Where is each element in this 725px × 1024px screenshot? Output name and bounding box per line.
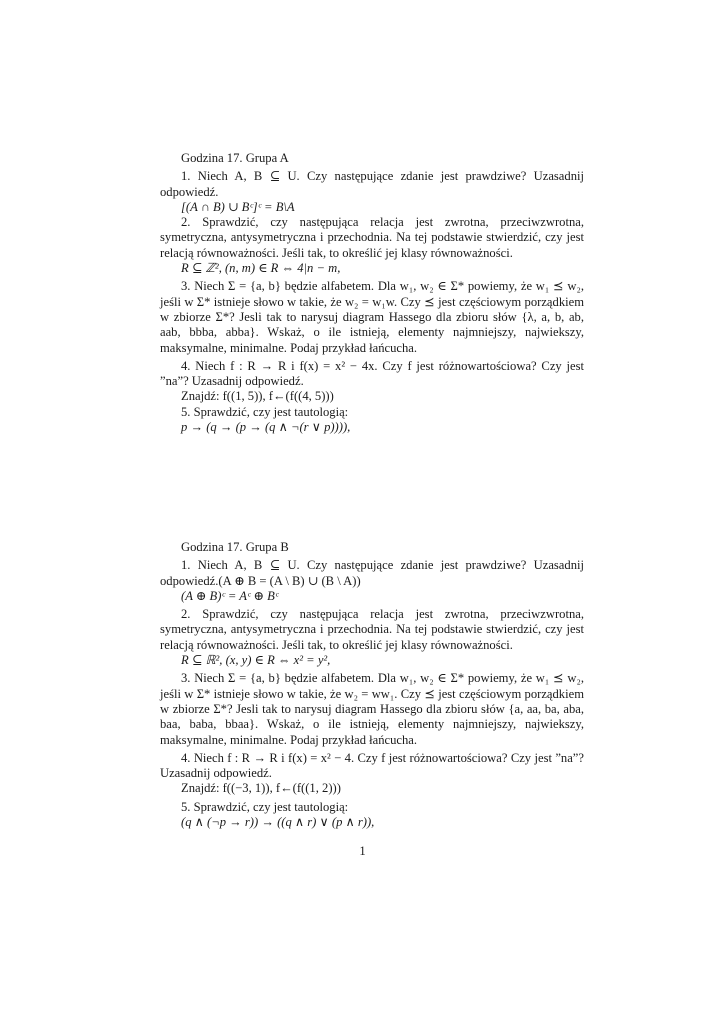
- group-b-heading: Godzina 17. Grupa B: [181, 540, 289, 554]
- group-a-question-4-find: Znajdź: f((1, 5)), f←(f((4, 5))): [181, 389, 334, 404]
- group-a-question-5: 5. Sprawdzić, czy jest tautologią:: [181, 404, 349, 419]
- group-b-question-5-formula: (q ∧ (¬p → r)) → ((q ∧ r) ∨ (p ∧ r)),: [181, 815, 375, 830]
- group-a-question-3: 3. Niech Σ = {a, b} będzie alfabetem. Dla w₁, w₂ ∈ Σ* powiemy, że w₁ ⪯ w₂, jeśli w Σ* istnieje słowo w takie, że w₂ = w₁w. Czy ⪯ jest częściowym porządkiem w zbiorze Σ*? Jesli tak to narysuj diagram Hassego dla zbioru słów {λ, a, b, ab, aab, bbba, abba}. Wskaż, o ile istnieją, elementy najmniejszy, najwiekszy, maksymalne, minimalne. Podaj przykład łańcucha.: [160, 279, 584, 355]
- group-b-question-4-find: Znajdź: f((−3, 1)), f←(f((1, 2))): [181, 781, 341, 796]
- group-a-heading: Godzina 17. Grupa A: [181, 151, 289, 165]
- group-a-question-1: 1. Niech A, B ⊆ U. Czy następujące zdanie jest prawdziwe? Uzasadnij odpowiedź.: [160, 169, 584, 199]
- group-a-question-1-formula: [(A ∩ B) ∪ Bᶜ]ᶜ = B\A: [181, 199, 295, 214]
- group-b-question-5: 5. Sprawdzić, czy jest tautologią:: [181, 799, 349, 814]
- group-b-section: [160, 540, 584, 830]
- group-b-question-4: 4. Niech f : R → R i f(x) = x² − 4. Czy f jest różnowartościowa? Czy jest ”na”? Uzasadnij odpowiedź.: [160, 750, 584, 781]
- group-b-question-2-formula: R ⊆ ℝ², (x, y) ∈ R ⇔ x² = y²,: [181, 653, 331, 668]
- group-a-question-4: 4. Niech f : R → R i f(x) = x² − 4x. Czy f jest różnowartościowa? Czy jest ”na”? Uzasadnij odpowiedź.: [160, 358, 584, 389]
- group-b-question-3: 3. Niech Σ = {a, b} będzie alfabetem. Dla w₁, w₂ ∈ Σ* powiemy, że w₁ ⪯ w₂, jeśli w Σ* istnieje słowo w takie, że w₂ = ww₁. Czy ⪯ jest częściowym porządkiem w zbiorze Σ*? Jesli tak to narysuj diagram Hassego dla zbioru słów {a, aa, ba, aba, baa, baba, bbaa}. Wskaż, o ile istnieją, elementy najmniejszy, najwiekszy, maksymalne, minimalne. Podaj przykład łańcucha.: [160, 671, 584, 747]
- group-a-question-5-formula: p → (q → (p → (q ∧ ¬(r ∨ p)))),: [181, 420, 351, 435]
- group-a-question-2-formula: R ⊆ ℤ², (n, m) ∈ R ⇔ 4|n − m,: [181, 261, 341, 276]
- group-a-question-2: 2. Sprawdzić, czy następująca relacja jest zwrotna, przeciwzwrotna, symetryczna, antysymetryczna i przechodnia. Na tej podstawie stwierdzić, czy jest relacją równoważności. Jeśli tak, to określić jej klasy równoważności.: [160, 215, 584, 260]
- group-b-question-1-formula: (A ⊕ B)ᶜ = Aᶜ ⊕ Bᶜ: [181, 588, 279, 603]
- group-a-section: [160, 151, 584, 435]
- group-b-question-2: 2. Sprawdzić, czy następująca relacja jest zwrotna, przeciwzwrotna, symetryczna, antysymetryczna i przechodnia. Na tej podstawie stwierdzić, czy jest relacją równoważności. Jeśli tak, to określić jej klasy równoważności.: [160, 607, 584, 652]
- page-number: 1: [359, 844, 366, 858]
- group-b-question-1: 1. Niech A, B ⊆ U. Czy następujące zdanie jest prawdziwe? Uzasadnij odpowiedź.(A ⊕ B = (A \ B) ∪ (B \ A)): [160, 558, 584, 588]
